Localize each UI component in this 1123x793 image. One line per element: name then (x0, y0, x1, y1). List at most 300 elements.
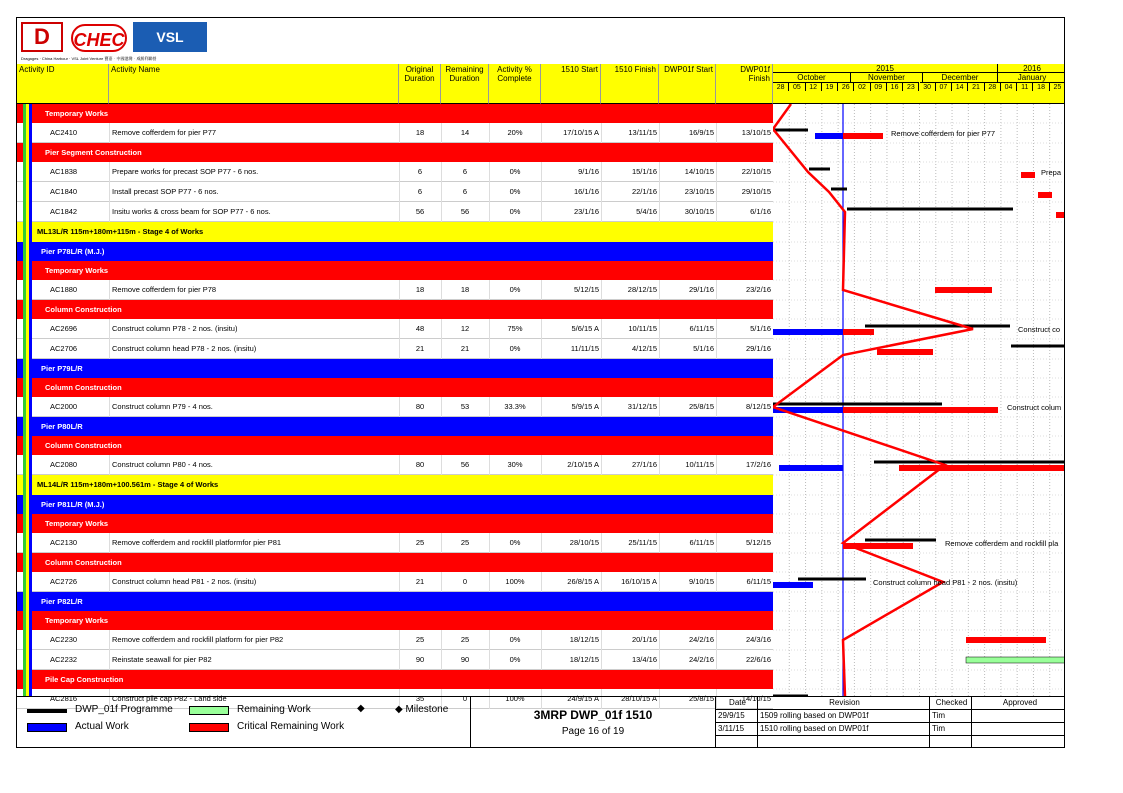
start-dwp01f: 5/1/16 (693, 344, 714, 353)
finish-1510: 27/1/16 (631, 460, 657, 469)
day-tick: 14 (952, 82, 968, 91)
timeline-header (773, 64, 1065, 104)
column-divider (601, 339, 602, 359)
day-tick: 04 (1001, 82, 1017, 91)
column-divider (659, 455, 660, 475)
column-divider (109, 455, 110, 475)
activity-row[interactable] (17, 319, 773, 339)
activity-id: AC1880 (50, 285, 78, 294)
percent-complete: 100% (505, 577, 525, 586)
rev-row-date: 3/11/15 (716, 723, 758, 736)
rev-row-blank (930, 736, 972, 748)
column-divider (659, 162, 660, 182)
legend-critical-label: Critical Remaining Work (237, 721, 345, 732)
wbs-band-label: ML14L/R 115m+180m+100.561m - Stage 4 of Works (37, 480, 219, 489)
rev-row-date: 29/9/15 (716, 710, 758, 723)
day-tick: 12 (806, 82, 822, 91)
original-duration: 25 (415, 635, 425, 644)
wbs-band-label: Pile Cap Construction (45, 675, 124, 684)
progress-line (773, 104, 973, 696)
column-divider (441, 397, 442, 417)
original-duration: 56 (415, 207, 425, 216)
activity-name: Construct column head P81 - 2 nos. (insitu) (112, 577, 257, 586)
wbs-band-red[interactable] (17, 261, 773, 280)
dwp-bar (773, 129, 808, 132)
column-divider (489, 455, 490, 475)
rev-header-checked: Checked (930, 697, 972, 710)
column-divider (601, 455, 602, 475)
original-duration: 21 (415, 344, 425, 353)
column-divider (399, 123, 400, 143)
column-divider (109, 182, 110, 202)
header-remaining-duration: Remaining Duration (441, 64, 489, 104)
column-divider (716, 630, 717, 650)
rev-row-checked: Tim (930, 710, 972, 723)
start-1510: 5/6/15 A (571, 324, 599, 333)
activity-row[interactable] (17, 630, 773, 650)
start-1510: 18/12/15 (569, 635, 599, 644)
wbs-stripe-blue (29, 104, 32, 696)
gantt-bar-label: Construct colum (1007, 403, 1062, 412)
vsl-logo: VSL (133, 22, 207, 52)
column-divider (601, 123, 602, 143)
schedule-sheet (16, 17, 1065, 748)
remaining-duration: 56 (460, 460, 470, 469)
wbs-band-blue[interactable] (17, 592, 773, 611)
column-divider (489, 572, 490, 592)
column-divider (716, 202, 717, 222)
rev-row-blank (716, 736, 758, 748)
wbs-band-label: Pier Segment Construction (45, 148, 142, 157)
wbs-band-blue[interactable] (17, 495, 773, 514)
column-divider (659, 319, 660, 339)
activity-row[interactable] (17, 572, 773, 592)
activity-row[interactable] (17, 182, 773, 202)
legend-actual-box (27, 723, 67, 732)
remaining-duration: 90 (460, 655, 470, 664)
column-divider (601, 572, 602, 592)
header-1510-finish: 1510 Finish (601, 64, 659, 104)
column-divider (399, 397, 400, 417)
percent-complete: 0% (509, 655, 521, 664)
wbs-band-label: Pier P81L/R (M.J.) (41, 500, 105, 509)
column-divider (659, 650, 660, 670)
remaining-duration: 12 (460, 324, 470, 333)
remaining-duration: 18 (460, 285, 470, 294)
remaining-duration: 25 (460, 538, 470, 547)
gantt-bar-label: Construct co (1018, 325, 1061, 334)
activity-name: Remove cofferdem for pier P78 (112, 285, 217, 294)
day-tick: 26 (838, 82, 854, 91)
column-divider (109, 650, 110, 670)
start-1510: 18/12/15 (569, 655, 599, 664)
actual-bar (773, 582, 813, 588)
activity-row[interactable] (17, 123, 773, 143)
column-divider (716, 339, 717, 359)
wbs-band-label: Column Construction (45, 305, 122, 314)
header-original-duration: Original Duration (399, 64, 441, 104)
activity-row[interactable] (17, 650, 773, 670)
column-divider (441, 280, 442, 300)
original-duration: 90 (415, 655, 425, 664)
activity-id: AC2230 (50, 635, 78, 644)
actual-bar (773, 329, 843, 335)
start-1510: 23/1/16 (573, 207, 599, 216)
column-divider (716, 182, 717, 202)
wbs-band-red[interactable] (17, 104, 773, 123)
percent-complete: 20% (507, 128, 523, 137)
column-divider (716, 162, 717, 182)
actual-bar (815, 133, 843, 139)
dwp-bar (831, 188, 847, 191)
column-divider (601, 319, 602, 339)
day-tick: 05 (789, 82, 805, 91)
finish-1510: 28/12/15 (627, 285, 657, 294)
year-2016: 2016 (998, 64, 1065, 73)
gantt-bar-label: Construct column head P81 - 2 nos. (insitu) (873, 578, 1018, 587)
finish-dwp01f: 8/12/15 (745, 402, 771, 411)
column-divider (109, 280, 110, 300)
column-divider (441, 162, 442, 182)
column-divider (109, 397, 110, 417)
start-dwp01f: 6/11/15 (689, 538, 714, 547)
critical-bar (843, 133, 883, 139)
wbs-band-yellow[interactable] (17, 475, 773, 495)
activity-id: AC2706 (50, 344, 78, 353)
wbs-band-red[interactable] (17, 514, 773, 533)
dwp-bar (865, 325, 1010, 328)
column-divider (659, 280, 660, 300)
day-tick: 23 (903, 82, 919, 91)
page-number: Page 16 of 19 (561, 726, 625, 737)
column-divider (601, 280, 602, 300)
start-dwp01f: 24/2/16 (688, 655, 714, 664)
month-december: December (923, 73, 998, 82)
column-divider (659, 630, 660, 650)
column-divider (659, 202, 660, 222)
column-divider (399, 162, 400, 182)
critical-bar (1021, 172, 1035, 178)
start-dwp01f: 25/8/15 (688, 694, 714, 703)
chec-logo: CHEC (71, 24, 127, 52)
activity-name: Remove cofferdem and rockfill platform for pier P82 (112, 635, 284, 644)
original-duration: 6 (417, 167, 423, 176)
column-divider (541, 280, 542, 300)
finish-1510: 28/10/15 A (621, 694, 657, 703)
wbs-band-red[interactable] (17, 553, 773, 572)
activity-row[interactable] (17, 162, 773, 182)
finish-1510: 4/12/15 (631, 344, 657, 353)
original-duration: 48 (415, 324, 425, 333)
start-1510: 2/10/15 A (567, 460, 599, 469)
rev-row-revision: 1509 rolling based on DWP01f (758, 710, 930, 723)
finish-1510: 16/10/15 A (621, 577, 657, 586)
finish-dwp01f: 13/10/15 (741, 128, 771, 137)
column-divider (541, 455, 542, 475)
original-duration: 6 (417, 187, 423, 196)
column-divider (399, 630, 400, 650)
rev-header-date: Date (716, 697, 758, 710)
critical-bar (935, 287, 992, 293)
day-tick: 28 (985, 82, 1001, 91)
column-divider (659, 123, 660, 143)
original-duration: 18 (415, 285, 425, 294)
dwp-bar (1011, 345, 1065, 348)
start-dwp01f: 24/2/16 (688, 635, 714, 644)
day-tick: 09 (871, 82, 887, 91)
original-duration: 18 (415, 128, 425, 137)
column-divider (489, 339, 490, 359)
wbs-band-red[interactable] (17, 300, 773, 319)
column-divider (399, 280, 400, 300)
column-divider (716, 280, 717, 300)
percent-complete: 0% (509, 285, 521, 294)
header-activity-complete: Activity % Complete (489, 64, 541, 104)
column-divider (489, 533, 490, 553)
activity-row[interactable] (17, 280, 773, 300)
finish-1510: 10/11/15 (628, 324, 657, 333)
wbs-band-red[interactable] (17, 670, 773, 689)
percent-complete: 30% (507, 460, 523, 469)
finish-dwp01f: 29/10/15 (741, 187, 771, 196)
critical-bar (877, 349, 933, 355)
finish-dwp01f: 5/12/15 (745, 538, 771, 547)
finish-1510: 13/4/16 (631, 655, 657, 664)
day-tick: 28 (773, 82, 789, 91)
column-divider (109, 319, 110, 339)
column-divider (541, 182, 542, 202)
percent-complete: 33.3% (504, 402, 526, 411)
remaining-duration: 6 (462, 187, 468, 196)
gantt-bar-label: Remove cofferdem for pier P77 (891, 129, 996, 138)
percent-complete: 100% (505, 694, 525, 703)
header-1510-start: 1510 Start (541, 64, 601, 104)
activity-row[interactable] (17, 339, 773, 359)
finish-dwp01f: 6/11/15 (746, 577, 771, 586)
rev-header-approved: Approved (972, 697, 1065, 710)
activity-name: Insitu works & cross beam for SOP P77 - 6 nos. (112, 207, 271, 216)
column-divider (441, 123, 442, 143)
wbs-band-label: Column Construction (45, 383, 122, 392)
finish-dwp01f: 6/1/16 (750, 207, 771, 216)
start-1510: 26/8/15 A (567, 577, 599, 586)
column-divider (716, 572, 717, 592)
wbs-band-label: Temporary Works (45, 519, 109, 528)
percent-complete: 0% (509, 187, 521, 196)
column-divider (399, 572, 400, 592)
column-divider (399, 455, 400, 475)
remaining-duration: 56 (460, 207, 470, 216)
column-divider (441, 572, 442, 592)
original-duration: 80 (415, 460, 425, 469)
column-divider (716, 319, 717, 339)
column-divider (109, 533, 110, 553)
day-tick: 19 (822, 82, 838, 91)
wbs-band-red[interactable] (17, 143, 773, 162)
start-dwp01f: 29/1/16 (688, 285, 714, 294)
month-january: January (1017, 73, 1047, 82)
percent-complete: 75% (507, 324, 523, 333)
day-tick: 02 (854, 82, 870, 91)
start-dwp01f: 6/11/15 (689, 324, 714, 333)
finish-1510: 25/11/15 (628, 538, 657, 547)
column-divider (489, 650, 490, 670)
column-divider (399, 650, 400, 670)
legend-actual-label: Actual Work (75, 721, 129, 732)
column-divider (601, 397, 602, 417)
column-divider (489, 162, 490, 182)
legend-critical-box (189, 723, 229, 732)
activity-id: AC2000 (50, 402, 78, 411)
wbs-band-label: Column Construction (45, 441, 122, 450)
wbs-band-label: Temporary Works (45, 616, 109, 625)
start-1510: 24/9/15 A (567, 694, 599, 703)
day-tick: 25 (1050, 82, 1065, 91)
column-divider (109, 339, 110, 359)
column-divider (601, 650, 602, 670)
day-tick: 30 (920, 82, 936, 91)
rev-row-approved (972, 710, 1065, 723)
legend-dwp-label: DWP_01f Programme (75, 704, 173, 715)
remaining-bar (966, 657, 1065, 663)
column-divider (109, 202, 110, 222)
activity-row[interactable] (17, 202, 773, 222)
gantt-bar-label: Prepa (1041, 168, 1062, 177)
finish-dwp01f: 14/10/15 (741, 694, 771, 703)
column-divider (441, 319, 442, 339)
sheet-title: 3MRP DWP_01f 1510 (533, 708, 653, 722)
header-activity-name: Activity Name (109, 64, 399, 104)
critical-bar (1056, 212, 1065, 218)
column-divider (541, 397, 542, 417)
day-tick: 16 (887, 82, 903, 91)
column-divider (541, 123, 542, 143)
column-divider (716, 455, 717, 475)
legend-milestone-label: ◆ Milestone (395, 704, 449, 715)
activity-name: Prepare works for precast SOP P77 - 6 nos. (112, 167, 259, 176)
activity-id: AC1838 (50, 167, 78, 176)
column-divider (601, 202, 602, 222)
rev-header-revision: Revision (758, 697, 930, 710)
header-activity-id: Activity ID (17, 64, 109, 104)
start-dwp01f: 23/10/15 (684, 187, 714, 196)
rev-row-blank (758, 736, 930, 748)
activity-row[interactable] (17, 455, 773, 475)
activity-id: AC2130 (50, 538, 78, 547)
finish-1510: 31/12/15 (627, 402, 657, 411)
wbs-band-label: Temporary Works (45, 266, 109, 275)
remaining-duration: 0 (462, 694, 468, 703)
activity-id: AC2410 (50, 128, 78, 137)
wbs-band-red[interactable] (17, 611, 773, 630)
remaining-duration: 53 (460, 402, 470, 411)
percent-complete: 0% (509, 344, 521, 353)
original-duration: 25 (415, 538, 425, 547)
start-dwp01f: 30/10/15 (684, 207, 714, 216)
activity-name: Construct column P79 - 4 nos. (112, 402, 213, 411)
dwp-bar (798, 578, 866, 581)
wbs-band-label: Pier P80L/R (41, 422, 83, 431)
column-divider (659, 572, 660, 592)
finish-1510: 22/1/16 (631, 187, 657, 196)
legend-remaining-label: Remaining Work (237, 704, 311, 715)
wbs-band-blue[interactable] (17, 242, 773, 261)
dwp-bar (865, 539, 936, 542)
column-divider (109, 162, 110, 182)
activity-id: AC2080 (50, 460, 78, 469)
column-divider (716, 123, 717, 143)
month-october: October (773, 73, 851, 82)
percent-complete: 0% (509, 207, 521, 216)
finish-1510: 15/1/16 (631, 167, 657, 176)
wbs-band-red[interactable] (17, 436, 773, 455)
start-dwp01f: 10/11/15 (685, 460, 714, 469)
finish-dwp01f: 24/3/16 (745, 635, 771, 644)
activity-row[interactable] (17, 533, 773, 553)
wbs-band-label: Pier P82L/R (41, 597, 83, 606)
column-divider (601, 182, 602, 202)
column-divider (109, 572, 110, 592)
dwp-bar (809, 168, 830, 171)
column-divider (441, 630, 442, 650)
activity-row[interactable] (17, 397, 773, 417)
finish-dwp01f: 29/1/16 (745, 344, 771, 353)
activity-name: Construct column head P78 - 2 nos. (insitu) (112, 344, 257, 353)
wbs-band-blue[interactable] (17, 417, 773, 436)
wbs-band-blue[interactable] (17, 359, 773, 378)
dwp-bar (773, 403, 942, 406)
activity-name: Construct column P78 - 2 nos. (insitu) (112, 324, 238, 333)
logo-subtitle: Dragages · China Harbour · VSL Joint Venture 寶嘉‧中國港灣‧威勝利聯營 (21, 56, 157, 61)
day-tick: 21 (968, 82, 984, 91)
column-divider (659, 339, 660, 359)
start-dwp01f: 14/10/15 (684, 167, 714, 176)
remaining-duration: 25 (460, 635, 470, 644)
column-divider (109, 123, 110, 143)
wbs-band-label: Pier P78L/R (M.J.) (41, 247, 105, 256)
column-divider (601, 533, 602, 553)
column-divider (399, 339, 400, 359)
gantt-bar-label: Remove cofferdem and rockfill pla (945, 539, 1059, 548)
column-divider (659, 397, 660, 417)
column-divider (541, 339, 542, 359)
critical-bar (966, 637, 1046, 643)
wbs-band-label: Temporary Works (45, 109, 109, 118)
day-tick: 11 (1017, 82, 1033, 91)
activity-name: Construct column P80 - 4 nos. (112, 460, 213, 469)
wbs-band-red[interactable] (17, 378, 773, 397)
legend-dwp-line (27, 709, 67, 713)
finish-1510: 5/4/16 (636, 207, 657, 216)
rev-row-checked: Tim (930, 723, 972, 736)
activity-name: Remove cofferdem for pier P77 (112, 128, 217, 137)
activity-id: AC2726 (50, 577, 78, 586)
column-divider (659, 533, 660, 553)
wbs-band-yellow[interactable] (17, 222, 773, 242)
milestone-icon: ◆ (357, 703, 365, 714)
critical-bar (843, 329, 874, 335)
column-divider (399, 202, 400, 222)
start-dwp01f: 16/9/15 (688, 128, 714, 137)
activity-id: AC2816 (50, 694, 78, 703)
column-divider (541, 202, 542, 222)
remaining-duration: 21 (460, 344, 470, 353)
rev-row-revision: 1510 rolling based on DWP01f (758, 723, 930, 736)
column-divider (541, 162, 542, 182)
finish-1510: 20/1/16 (631, 635, 657, 644)
column-divider (716, 397, 717, 417)
column-divider (399, 182, 400, 202)
